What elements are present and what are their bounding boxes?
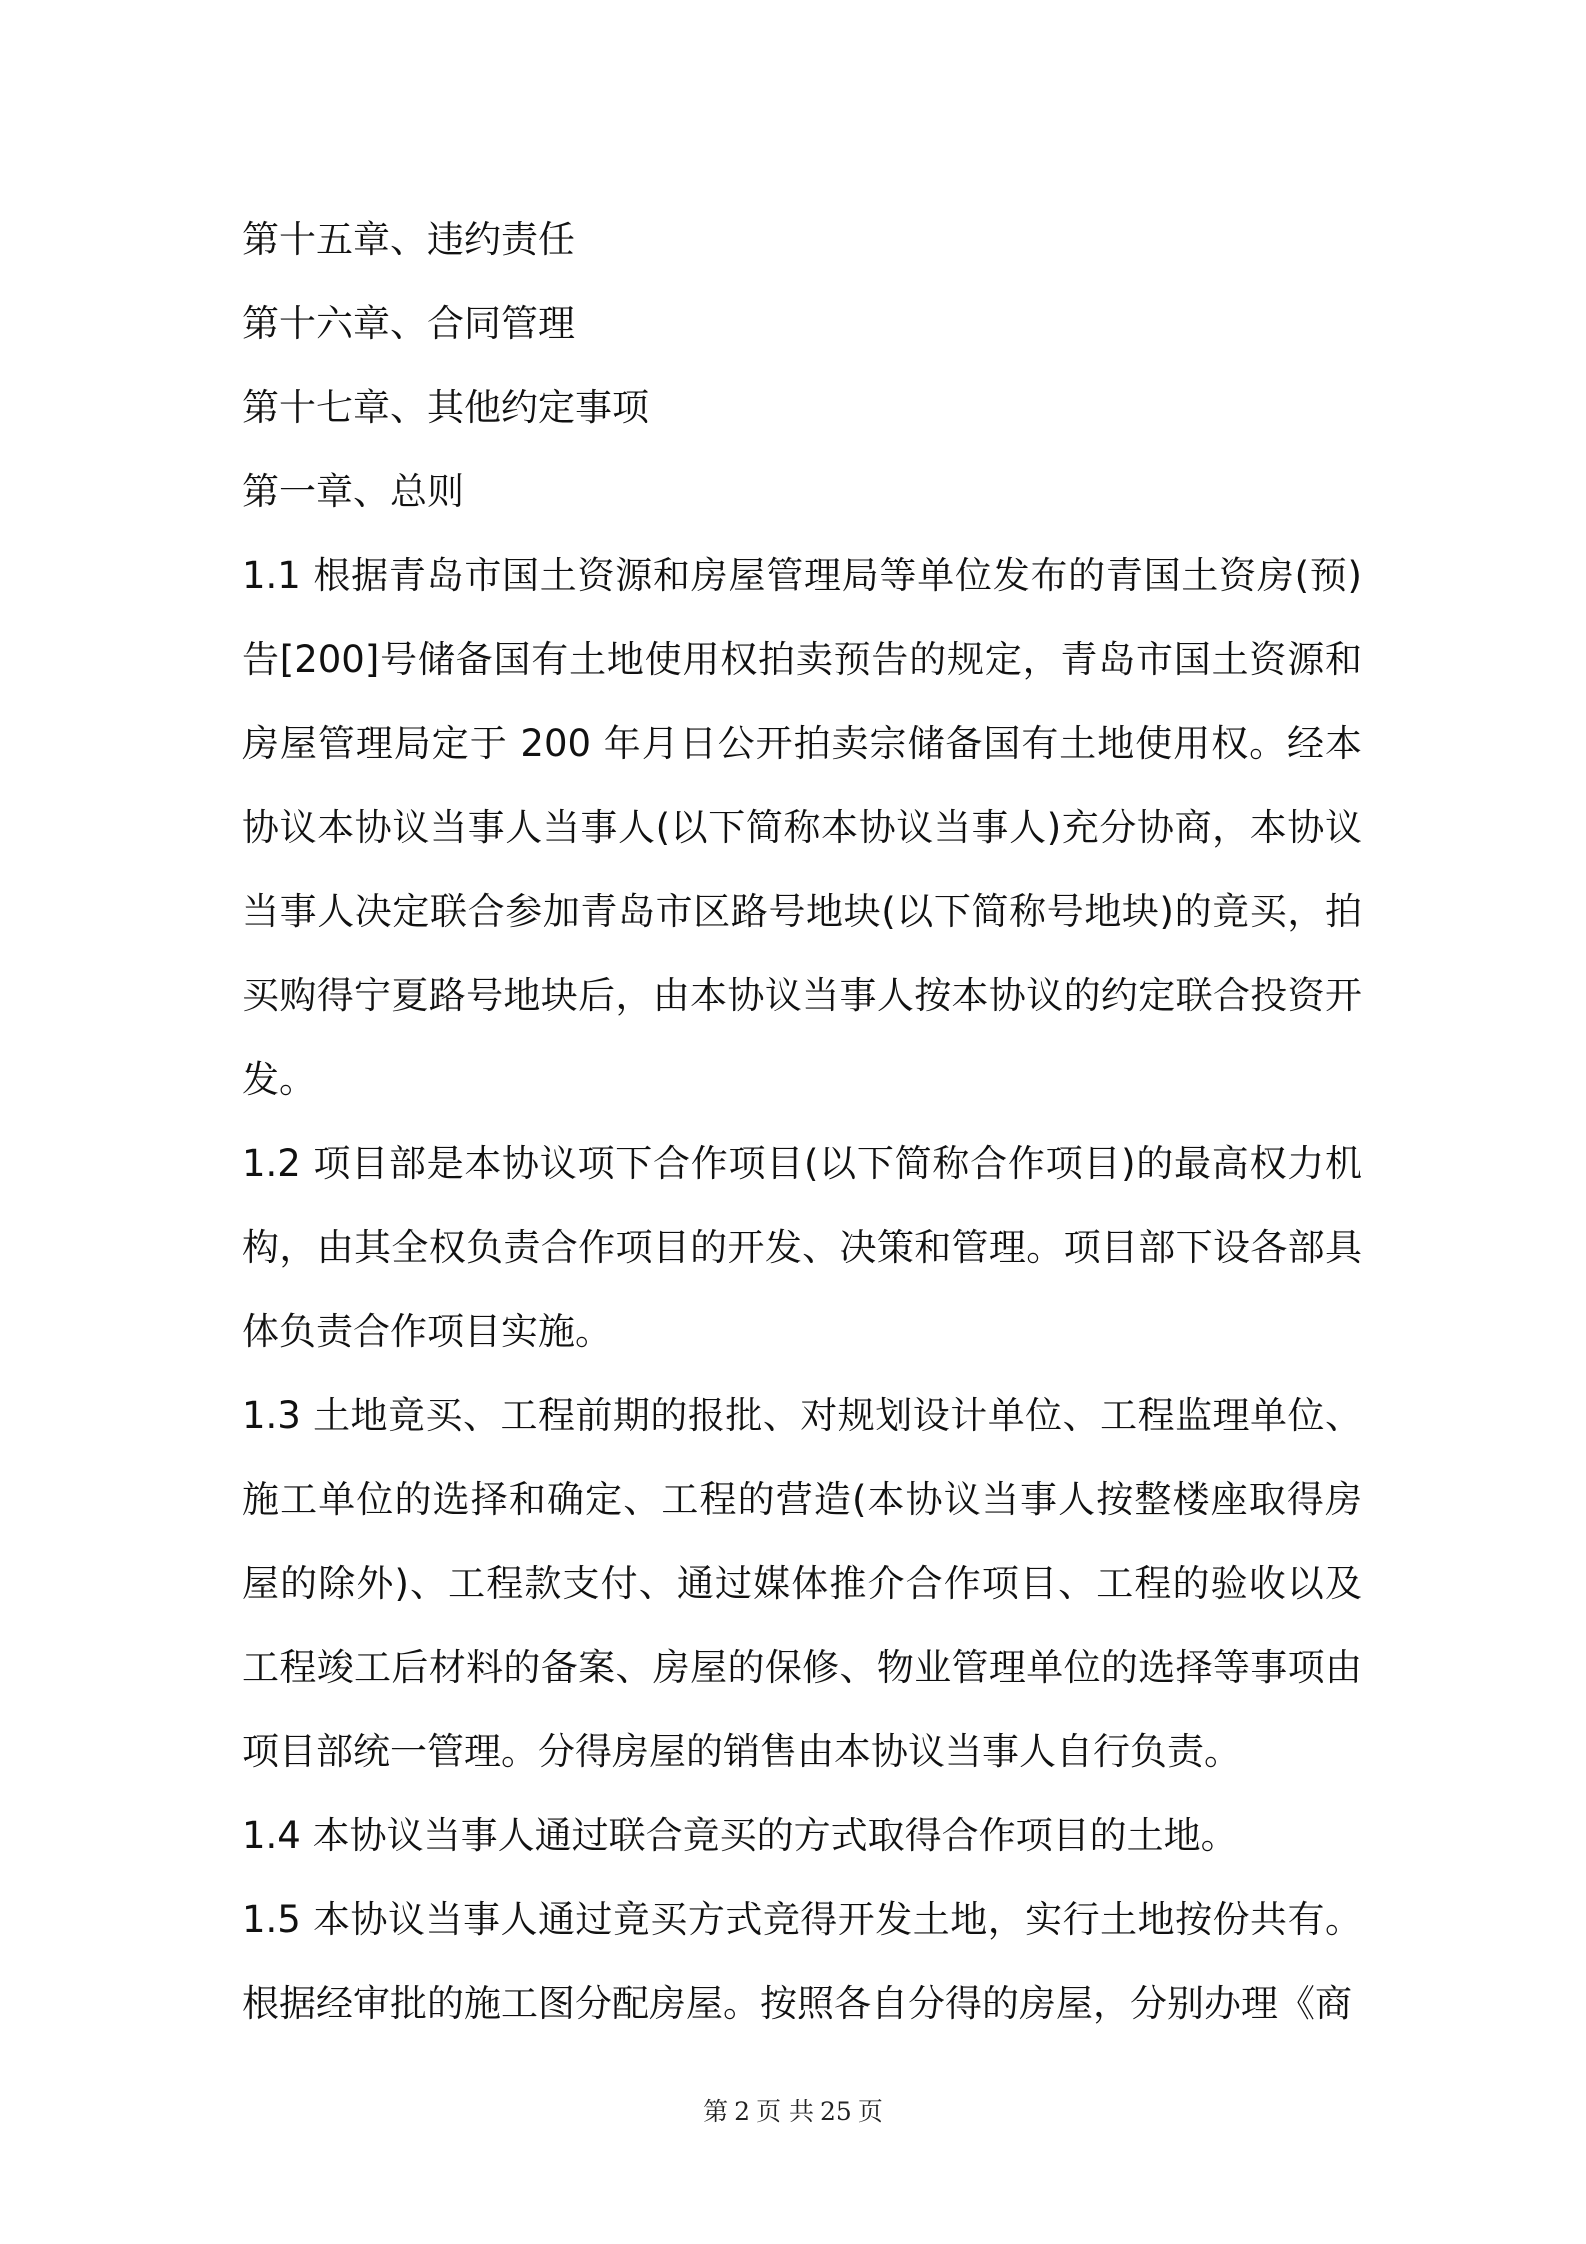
footer-prefix: 第 (703, 2097, 729, 2126)
page-footer (0, 2092, 1586, 2128)
clause-1-4: 1.4 本协议当事人通过联合竟买的方式取得合作项目的土地。 (242, 1814, 1238, 1857)
chapter-heading-15: 第十五章、违约责任 (242, 218, 575, 261)
chapter-heading-1: 第一章、总则 (242, 470, 464, 513)
footer-total-pages: 25 (820, 2097, 852, 2126)
document-body (242, 198, 1362, 2046)
chapter-heading-16: 第十六章、合同管理 (242, 302, 575, 345)
footer-page-number: 2 (734, 2097, 751, 2126)
clause-1-5: 1.5 本协议当事人通过竟买方式竞得开发土地，实行土地按份共有。根据经审批的施工图分配房屋。按照各自分得的房屋，分别办理《商 (242, 1898, 1362, 2025)
footer-middle: 页 共 (756, 2097, 815, 2126)
clause-1-2: 1.2 项目部是本协议项下合作项目(以下简称合作项目)的最高权力机构，由其全权负责合作项目的开发、决策和管理。项目部下设各部具体负责合作项目实施。 (242, 1142, 1362, 1353)
clause-1-1: 1.1 根据青岛市国土资源和房屋管理局等单位发布的青国土资房(预)告[200]号储备国有土地使用权拍卖预告的规定，青岛市国土资源和房屋管理局定于 200 年月日公开拍卖宗储备国有土地使用权。经本协议本协议当事人当事人(以下简称本协议当事人)充分协商，本协议当事人决定联合参加青岛市区路号地块(以下简称号地块)的竟买，拍买购得宁夏路号地块后，由本协议当事人按本协议的约定联合投资开发。 (242, 554, 1362, 1101)
chapter-heading-17: 第十七章、其他约定事项 (242, 386, 649, 429)
footer-suffix: 页 (857, 2097, 883, 2126)
clause-1-3: 1.3 土地竟买、工程前期的报批、对规划设计单位、工程监理单位、施工单位的选择和确定、工程的营造(本协议当事人按整楼座取得房屋的除外)、工程款支付、通过媒体推介合作项目、工程的验收以及工程竣工后材料的备案、房屋的保修、物业管理单位的选择等事项由项目部统一管理。分得房屋的销售由本协议当事人自行负责。 (242, 1394, 1362, 1773)
